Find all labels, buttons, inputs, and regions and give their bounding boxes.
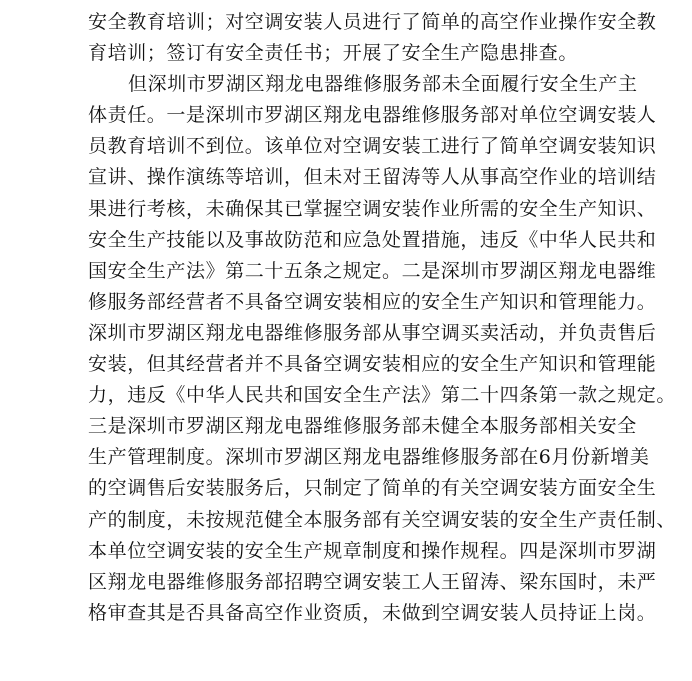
text-line: 力，违反《中华人民共和国安全生产法》第二十四条第一款之规定。 (88, 384, 677, 407)
text-line: 安全教育培训；对空调安装人员进行了简单的高空作业操作安全教 (88, 11, 657, 33)
text-line: 三是深圳市罗湖区翔龙电器维修服务部未健全本服务部相关安全 (88, 415, 637, 438)
text-line: 果进行考核，未确保其已掌握空调安装作业所需的安全生产知识、 (88, 197, 657, 220)
text-line: 国安全生产法》第二十五条之规定。二是深圳市罗湖区翔龙电器维 (88, 259, 657, 282)
text-line: 但深圳市罗湖区翔龙电器维修服务部未全面履行安全生产主 (128, 73, 638, 96)
text-line: 本单位空调安装的安全生产规章制度和操作规程。四是深圳市罗湖 (88, 539, 657, 562)
text-line: 产的制度，未按规范健全本服务部有关空调安装的安全生产责任制、 (88, 508, 677, 531)
text-line: 生产管理制度。深圳市罗湖区翔龙电器维修服务部在6月份新增美 (88, 446, 650, 469)
text-line: 的空调售后安装服务后，只制定了简单的有关空调安装方面安全生 (88, 477, 657, 500)
text-line: 修服务部经营者不具备空调安装相应的安全生产知识和管理能力。 (88, 290, 657, 313)
text-line: 安全生产技能以及事故防范和应急处置措施，违反《中华人民共和 (88, 228, 657, 251)
text-line: 安装，但其经营者并不具备空调安装相应的安全生产知识和管理能 (88, 353, 657, 376)
text-line: 员教育培训不到位。该单位对空调安装工进行了简单空调安装知识 (88, 135, 657, 158)
text-line: 育培训；签订有安全责任书；开展了安全生产隐患排查。 (88, 42, 579, 65)
text-line: 深圳市罗湖区翔龙电器维修服务部从事空调买卖活动，并负责售后 (88, 321, 657, 344)
document-body (88, 7, 677, 629)
text-line: 区翔龙电器维修服务部招聘空调安装工人王留涛、梁东国时，未严 (88, 570, 657, 593)
text-line: 格审查其是否具备高空作业资质，未做到空调安装人员持证上岗。 (88, 601, 657, 624)
text-line: 宣讲、操作演练等培训，但未对王留涛等人从事高空作业的培训结 (88, 166, 657, 189)
text-line: 体责任。一是深圳市罗湖区翔龙电器维修服务部对单位空调安装人 (88, 104, 657, 127)
